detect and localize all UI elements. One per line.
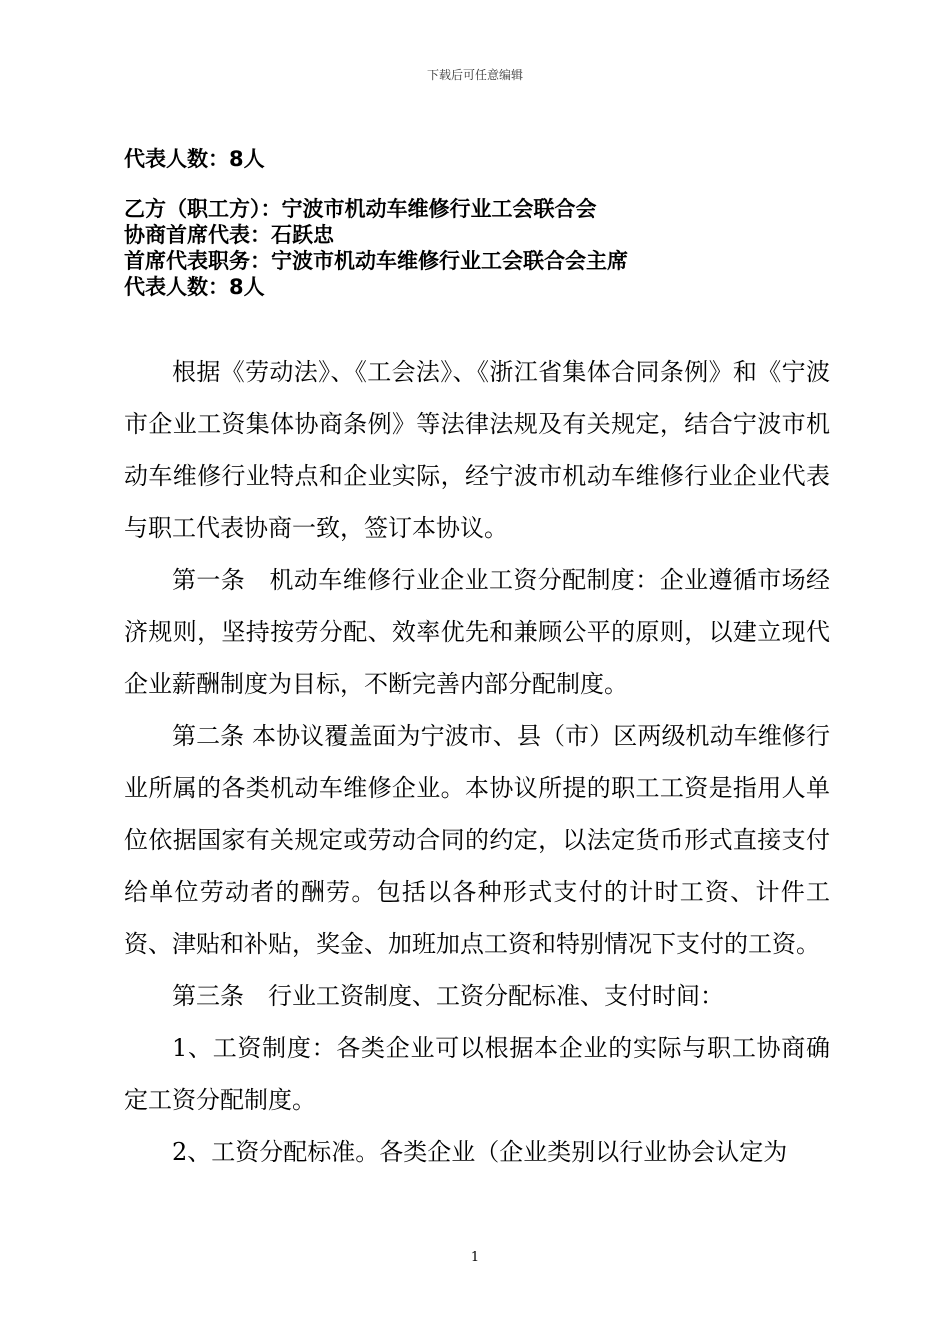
article-2-paragraph: 第二条 本协议覆盖面为宁波市、县（市）区两级机动车维修行业所属的各类机动车维修企业。本协议所提的职工工资是指用人单位依据国家有关规定或劳动合同的约定，以法定货币形式直接支付给单位劳动者的酬劳。包括以各种形式支付的计时工资、计件工资、津贴和补贴，奖金、加班加点工资和特别情况下支付的工资。 bbox=[124, 722, 830, 958]
party-b-name: 乙方（职工方）：宁波市机动车维修行业工会联合会 bbox=[124, 197, 597, 221]
article-3-item-2: 2、工资分配标准。各类企业（企业类别以行业协会认定为 bbox=[172, 1138, 788, 1166]
party-b-chief-title: 首席代表职务：宁波市机动车维修行业工会联合会主席 bbox=[124, 249, 628, 273]
party-b-chief-rep: 协商首席代表：石跃忠 bbox=[124, 223, 334, 247]
page-header-note: 下载后可任意编辑 bbox=[426, 68, 523, 82]
article-3-item-1: 1、工资制度：各类企业可以根据本企业的实际与职工协商确定工资分配制度。 bbox=[124, 1034, 830, 1114]
party-a-section bbox=[124, 146, 844, 172]
preamble-paragraph: 根据《劳动法》、《工会法》、《浙江省集体合同条例》和《宁波市企业工资集体协商条例》等法律法规及有关规定，结合宁波市机动车维修行业特点和企业实际，经宁波市机动车维修行业企业代表与职工代表协商一致，签订本协议。 bbox=[124, 358, 830, 542]
agreement-body bbox=[124, 346, 830, 1178]
party-b-section bbox=[124, 196, 844, 300]
party-b-rep-count: 代表人数：8人 bbox=[124, 275, 265, 299]
party-a-rep-count: 代表人数：8人 bbox=[124, 147, 265, 171]
article-3-heading: 第三条 行业工资制度、工资分配标准、支付时间： bbox=[172, 982, 724, 1010]
article-1-paragraph: 第一条 机动车维修行业企业工资分配制度：企业遵循市场经济规则，坚持按劳分配、效率优先和兼顾公平的原则，以建立现代企业薪酬制度为目标，不断完善内部分配制度。 bbox=[124, 566, 830, 698]
page-number: 1 bbox=[470, 1250, 480, 1265]
